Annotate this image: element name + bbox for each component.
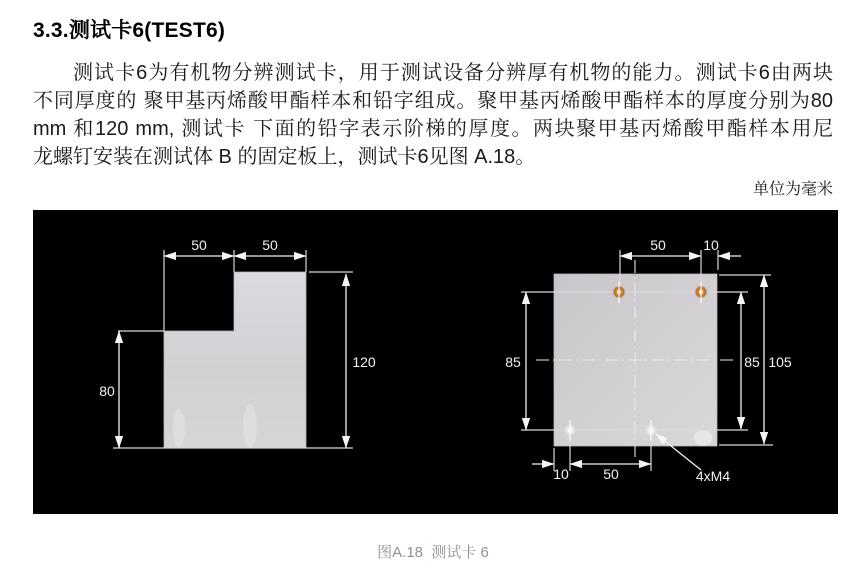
- paragraph-line: mm 和120 mm, 测试卡 下面的铅字表示阶梯的厚度。两块聚甲基丙烯酸甲酯样本用尼: [33, 118, 833, 140]
- paragraph-line: 龙螺钉安装在测试体 B 的固定板上，测试卡6见图 A.18。: [33, 146, 536, 168]
- right-sample-drawing: [505, 237, 792, 484]
- stepped-sample-photo: [164, 272, 306, 448]
- dimension-label: 50: [191, 237, 207, 253]
- dimension-label: 80: [99, 383, 115, 399]
- section-title: 3.3.测试卡6(TEST6): [33, 19, 226, 42]
- dimension-label: 120: [352, 354, 376, 370]
- dimension-label: 50: [603, 466, 619, 482]
- units-note: 单位为毫米: [752, 181, 833, 198]
- thread-spec-label: 4xM4: [695, 468, 731, 484]
- dimension-label: 50: [262, 237, 278, 253]
- technical-drawing: [33, 210, 838, 514]
- figure-caption: 图A.18 测试卡 6: [377, 544, 489, 561]
- reflection-highlight: [243, 404, 257, 448]
- dimension-label: 105: [768, 354, 792, 370]
- left-sample-drawing: [99, 237, 376, 448]
- figure-image: [33, 210, 838, 514]
- dimension-label: 85: [505, 354, 521, 370]
- reflection-highlight: [173, 408, 185, 448]
- dimension-label: 85: [744, 354, 760, 370]
- dimension-label: 10: [703, 237, 719, 253]
- dimension-label: 10: [553, 466, 569, 482]
- reflection-highlight: [694, 430, 712, 446]
- paragraph-line: 不同厚度的 聚甲基丙烯酸甲酯样本和铅字组成。聚甲基丙烯酸甲酯样本的厚度分别为80: [33, 90, 833, 112]
- body-paragraph: [33, 59, 833, 171]
- paragraph-line: 测试卡6为有机物分辨测试卡，用于测试设备分辨厚有机物的能力。测试卡6由两块: [73, 62, 833, 84]
- dimension-label: 50: [650, 237, 666, 253]
